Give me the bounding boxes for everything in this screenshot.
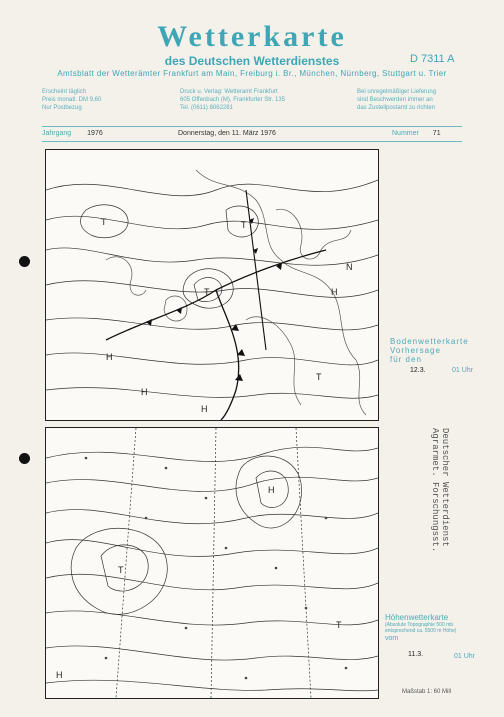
label-line: entsprechend ca. 5500 m Höhe) — [385, 628, 457, 634]
nummer — [392, 130, 441, 137]
surface-map-date: 12.3. — [410, 367, 426, 374]
svg-text:H: H — [56, 670, 63, 680]
svg-text:T: T — [118, 565, 124, 575]
nummer-value: 71 — [432, 130, 441, 137]
publication-info-left — [42, 88, 101, 112]
svg-text:H: H — [331, 287, 338, 297]
punch-hole — [19, 256, 30, 267]
jahrgang-value: 1976 — [87, 130, 103, 137]
publication-line: Preis monatl. DM 9,60 — [42, 97, 102, 103]
label-line: Höhenwetterkarte — [385, 613, 449, 622]
label-line: vom — [385, 635, 399, 642]
svg-text:N: N — [346, 262, 353, 272]
publication-line: das Zustellpostamt zu richten — [357, 105, 436, 111]
amtsblatt-line: Amtsblatt der Wetterämter Frankfurt am Main, Freiburg i. Br., München, Nürnberg, Stuttgart u. Trier — [57, 69, 447, 78]
library-stamp — [420, 428, 450, 568]
label-line: Vorhersage — [390, 346, 441, 355]
upper-air-map-drawing — [46, 428, 378, 698]
newspaper-subtitle: des Deutschen Wetterdienstes — [164, 54, 340, 68]
surface-map-time: 01 Uhr — [452, 367, 474, 374]
svg-text:H: H — [141, 387, 148, 397]
document-number: D 7311 A — [410, 53, 455, 65]
label-line: (Absolute Topographie 500 mb — [385, 622, 454, 628]
publication-line: 605 Offenbach (M), Frankfurter Str. 135 — [180, 97, 285, 103]
svg-text:T: T — [336, 620, 342, 630]
svg-text:H: H — [201, 404, 208, 414]
label-line: für den — [390, 355, 422, 364]
svg-text:H: H — [268, 485, 275, 495]
publication-info-right — [357, 88, 436, 112]
surface-map-label — [390, 337, 469, 364]
upper-air-map-label — [385, 613, 456, 643]
svg-text:H: H — [106, 352, 113, 362]
divider — [42, 141, 462, 142]
surface-forecast-map — [45, 149, 379, 421]
svg-text:T: T — [241, 220, 247, 230]
stamp-line: Deutscher Wetterdienst — [440, 428, 450, 547]
publication-line: Tel. (0611) 8062281 — [180, 105, 233, 111]
publication-info-middle — [180, 88, 285, 112]
newspaper-title: Wetterkarte — [157, 20, 347, 53]
divider — [42, 126, 462, 127]
upper-air-map-time: 01 Uhr — [454, 653, 476, 660]
publication-line: Druck u. Verlag: Wetteramt Frankfurt — [180, 89, 278, 95]
issue-date: Donnerstag, den 11. März 1976 — [178, 130, 276, 137]
surface-map-drawing — [46, 150, 378, 420]
svg-text:T: T — [204, 287, 210, 297]
stamp-line: Agrarmet. Forschungsst. — [430, 428, 440, 553]
label-line: Bodenwetterkarte — [390, 337, 469, 346]
publication-line: sind Beschwerden immer an — [357, 97, 433, 103]
punch-hole — [19, 453, 30, 464]
publication-line: Bei unregelmäßiger Lieferung — [357, 89, 437, 95]
upper-air-map-date: 11.3. — [408, 651, 424, 658]
publication-line: Erscheint täglich — [42, 89, 87, 95]
map-scale: Maßstab 1: 60 Mill — [402, 689, 452, 695]
upper-air-map — [45, 427, 379, 699]
jahrgang-label: Jahrgang — [42, 130, 72, 137]
publication-line: Nur Postbezug — [42, 105, 82, 111]
svg-text:T: T — [316, 372, 322, 382]
svg-text:T: T — [101, 217, 107, 227]
nummer-label: Nummer — [392, 130, 419, 137]
jahrgang — [42, 130, 103, 137]
